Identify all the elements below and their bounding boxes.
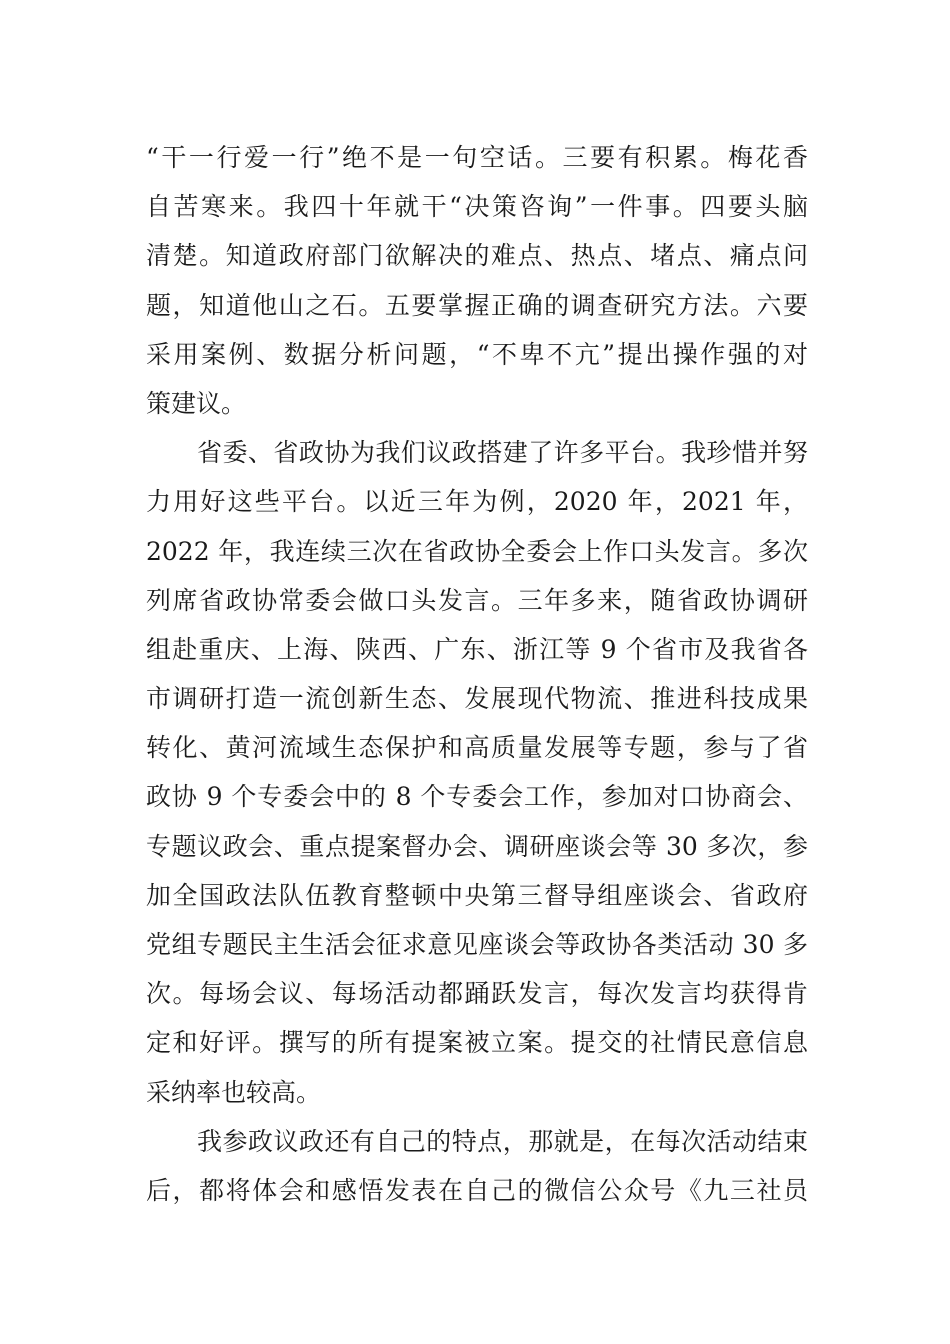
paragraph-1-line-2: 自苦寒来。我四十年就干“决策咨询”一件事。四要头脑 [146,192,808,222]
paragraph-2-line-12: 次。每场会议、每场活动都踊跃发言，每次发言均获得肯 [146,979,808,1009]
paragraph-2-line-2: 力用好这些平台。以近三年为例，2020 年，2021 年， [146,487,808,517]
paragraph-1-line-4: 题，知道他山之石。五要掌握正确的调查研究方法。六要 [146,290,808,320]
paragraph-2-line-5: 组赴重庆、上海、陕西、广东、浙江等 9 个省市及我省各 [146,634,808,664]
paragraph-2-line-6: 市调研打造一流创新生态、发展现代物流、推进科技成果 [146,684,808,714]
paragraph-1-line-3: 清楚。知道政府部门欲解决的难点、热点、堵点、痛点问 [146,241,808,271]
paragraph-2-line-9: 专题议政会、重点提案督办会、调研座谈会等 30 多次，参 [146,831,808,861]
paragraph-2-line-13: 定和好评。撰写的所有提案被立案。提交的社情民意信息 [146,1028,808,1058]
paragraph-1-line-1: “干一行爱一行”绝不是一句空话。三要有积累。梅花香 [146,143,808,172]
paragraph-2-line-4: 列席省政协常委会做口头发言。三年多来，随省政协调研 [146,585,808,615]
paragraph-1-line-5: 采用案例、数据分析问题，“不卑不亢”提出操作强的对 [146,339,808,369]
paragraph-3-line-1: 我参政议政还有自己的特点，那就是，在每次活动结束 [146,1126,808,1156]
paragraph-1-line-6: 策建议。 [146,388,247,418]
paragraph-2-line-8: 政协 9 个专委会中的 8 个专委会工作，参加对口协商会、 [146,782,808,812]
paragraph-2-line-3: 2022 年，我连续三次在省政协全委会上作口头发言。多次 [146,536,808,566]
paragraph-2-line-7: 转化、黄河流域生态保护和高质量发展等专题，参与了省 [146,733,808,763]
paragraph-2-line-10: 加全国政法队伍教育整顿中央第三督导组座谈会、省政府 [146,880,808,910]
paragraph-2-line-14: 采纳率也较高。 [146,1077,322,1107]
paragraph-2-line-11: 党组专题民主生活会征求意见座谈会等政协各类活动 30 多 [146,930,808,959]
document-body [146,133,808,1215]
paragraph-3-line-2: 后，都将体会和感悟发表在自己的微信公众号《九三社员 [146,1175,808,1205]
paragraph-2-line-1: 省委、省政协为我们议政搭建了许多平台。我珍惜并努 [146,438,808,468]
